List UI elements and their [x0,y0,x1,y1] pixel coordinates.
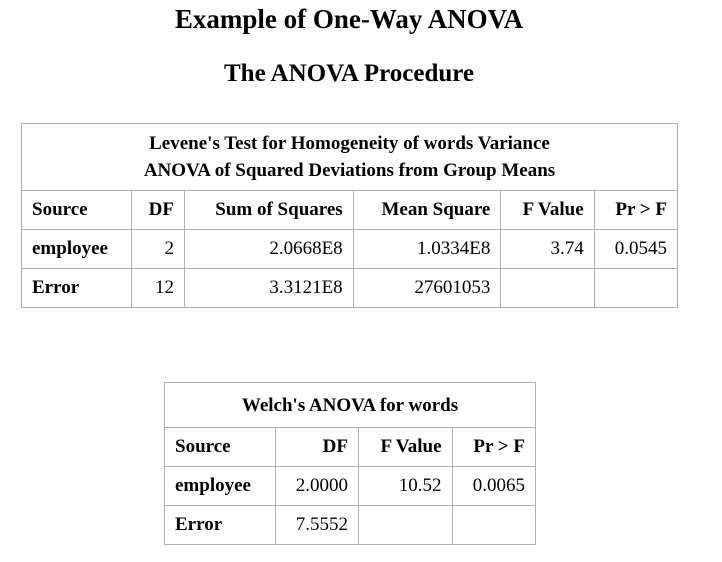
row-f-value: 10.52 [358,467,452,506]
welch-table-caption: Welch's ANOVA for words [165,383,536,428]
levene-caption-line1: Levene's Test for Homogeneity of words Variance [149,133,550,154]
row-sum-of-squares: 3.3121E8 [184,269,353,308]
levene-header-ms: Mean Square [353,191,501,230]
welch-header-df: DF [275,428,358,467]
levene-caption-line2: ANOVA of Squared Deviations from Group Means [143,160,556,181]
row-source: employee [22,230,132,269]
row-p-value [594,269,677,308]
row-f-value: 3.74 [501,230,594,269]
row-p-value: 0.0065 [452,467,535,506]
row-source: employee [165,467,276,506]
table-row [165,467,536,506]
welch-header-source: Source [165,428,276,467]
row-f-value [358,506,452,545]
levene-header-f: F Value [501,191,594,230]
levene-header-ss: Sum of Squares [184,191,353,230]
row-source: Error [165,506,276,545]
table-row [22,269,678,308]
page-title: Example of One-Way ANOVA [174,4,524,34]
table-row [165,506,536,545]
row-mean-square: 27601053 [353,269,501,308]
row-df: 12 [132,269,185,308]
row-f-value [501,269,594,308]
table-row [22,230,678,269]
row-df: 2.0000 [275,467,358,506]
row-source: Error [22,269,132,308]
levene-header-p: Pr > F [594,191,677,230]
welch-header-f: F Value [358,428,452,467]
row-df: 2 [132,230,185,269]
levene-header-row [22,191,678,230]
welch-anova-table [164,382,536,545]
row-p-value [452,506,535,545]
welch-header-row [165,428,536,467]
row-sum-of-squares: 2.0668E8 [184,230,353,269]
row-p-value: 0.0545 [594,230,677,269]
levene-test-table [21,123,678,308]
row-mean-square: 1.0334E8 [353,230,501,269]
row-df: 7.5552 [275,506,358,545]
procedure-title: The ANOVA Procedure [223,60,474,87]
levene-table-caption [22,124,678,191]
levene-header-df: DF [132,191,185,230]
levene-header-source: Source [22,191,132,230]
welch-header-p: Pr > F [452,428,535,467]
